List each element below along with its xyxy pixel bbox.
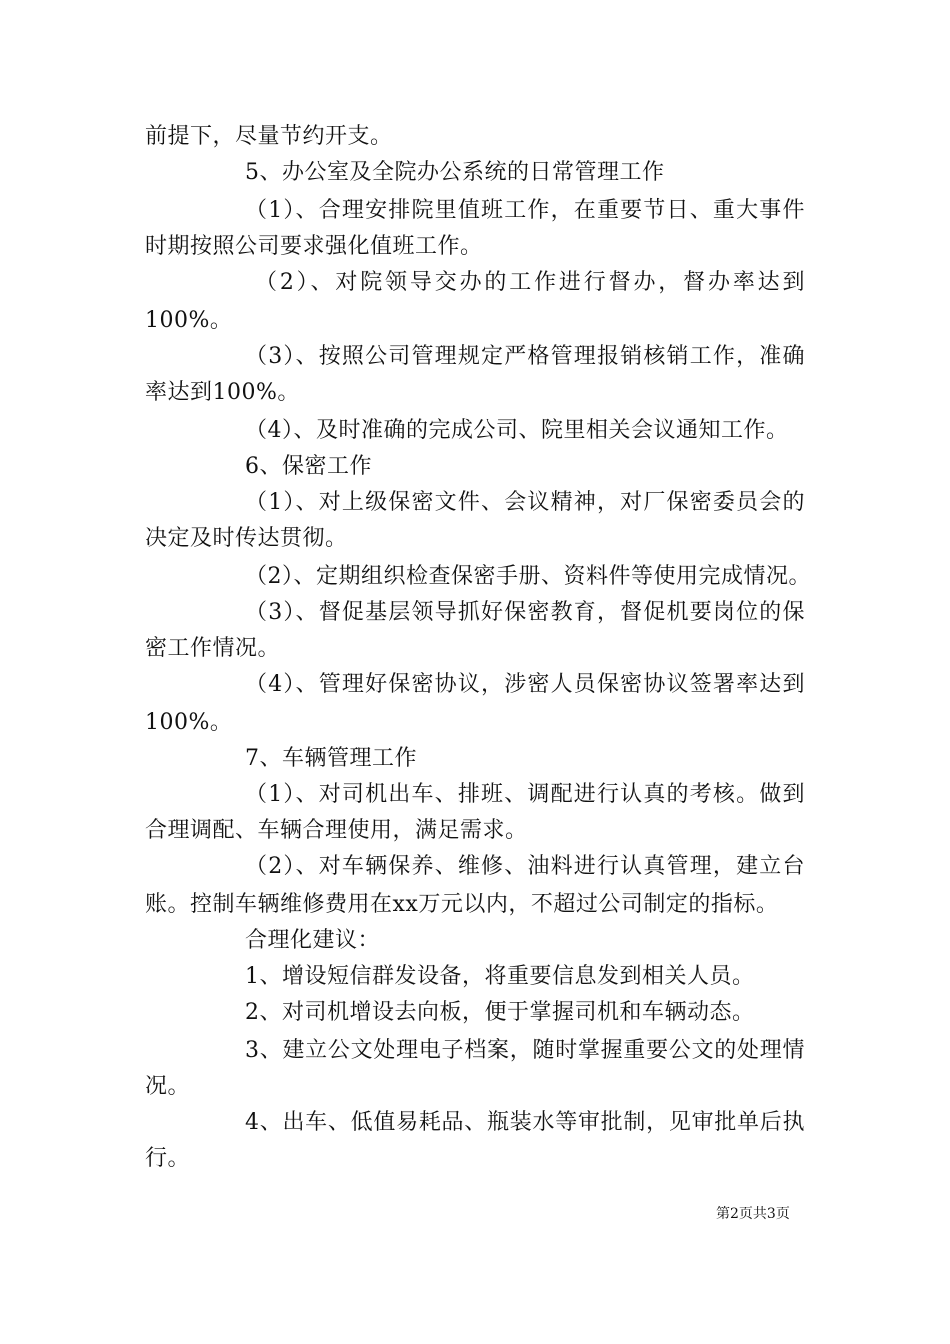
body-line: （1）、对司机出车、排班、调配进行认真的考核。做到 bbox=[245, 782, 805, 807]
section-heading: 6、保密工作 bbox=[245, 454, 372, 479]
body-line: 100%。 bbox=[145, 308, 233, 333]
body-line: 行。 bbox=[145, 1146, 191, 1171]
suggestion-item: 3、建立公文处理电子档案，随时掌握重要公文的处理情 bbox=[245, 1038, 805, 1063]
body-line: 率达到100%。 bbox=[145, 380, 300, 405]
body-line: （2）、定期组织检查保密手册、资料件等使用完成情况。 bbox=[245, 564, 811, 589]
body-line: （2）、对车辆保养、维修、油料进行认真管理，建立台 bbox=[245, 854, 805, 879]
page-number-footer: 第2页共3页 bbox=[716, 1206, 790, 1222]
body-line: （3）、按照公司管理规定严格管理报销核销工作，准确 bbox=[245, 344, 805, 369]
section-heading: 5、办公室及全院办公系统的日常管理工作 bbox=[245, 160, 665, 185]
suggestion-item: 4、出车、低值易耗品、瓶装水等审批制，见审批单后执 bbox=[245, 1110, 805, 1135]
body-line: 合理调配、车辆合理使用，满足需求。 bbox=[145, 818, 528, 843]
body-line: （1）、合理安排院里值班工作，在重要节日、重大事件 bbox=[245, 198, 805, 223]
body-line: 密工作情况。 bbox=[145, 636, 281, 661]
body-line: （4）、管理好保密协议，涉密人员保密协议签署率达到 bbox=[245, 672, 805, 697]
body-line: 时期按照公司要求强化值班工作。 bbox=[145, 234, 483, 259]
suggestion-item: 1、增设短信群发设备，将重要信息发到相关人员。 bbox=[245, 964, 755, 989]
body-line: 账。控制车辆维修费用在xx万元以内，不超过公司制定的指标。 bbox=[145, 892, 779, 917]
body-line: （1）、对上级保密文件、会议精神，对厂保密委员会的 bbox=[245, 490, 805, 515]
body-line: 决定及时传达贯彻。 bbox=[145, 526, 348, 551]
body-line: 100%。 bbox=[145, 710, 233, 735]
suggestion-item: 2、对司机增设去向板，便于掌握司机和车辆动态。 bbox=[245, 1000, 755, 1025]
section-heading: 7、车辆管理工作 bbox=[245, 746, 417, 771]
body-line: （3）、督促基层领导抓好保密教育，督促机要岗位的保 bbox=[245, 600, 805, 625]
body-line: 况。 bbox=[145, 1074, 191, 1099]
body-line: （4）、及时准确的完成公司、院里相关会议通知工作。 bbox=[245, 418, 789, 443]
body-line: （2）、对院领导交办的工作进行督办，督办率达到 bbox=[255, 270, 805, 295]
body-line: 前提下，尽量节约开支。 bbox=[145, 124, 393, 149]
section-heading: 合理化建议： bbox=[245, 928, 381, 953]
